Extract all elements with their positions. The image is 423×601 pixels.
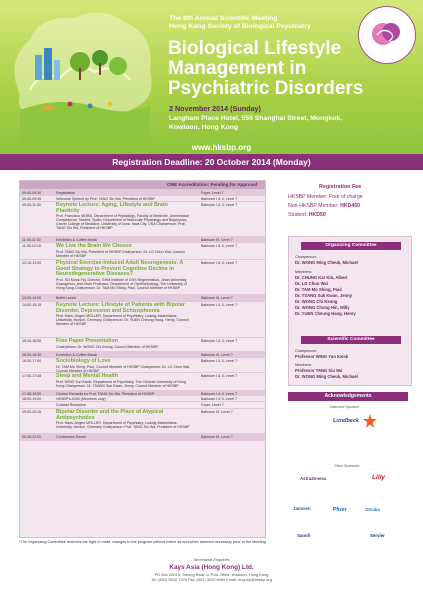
row-time: 16:30-17:00 (22, 359, 42, 363)
row-content (56, 403, 191, 407)
meeting-line-2: Hong Kong Society of Biological Psychiatry (169, 23, 311, 30)
diamond-sponsor-label: Diamond Sponsor: (330, 405, 360, 409)
row-details: Exhibition & Coffee Break (56, 238, 97, 242)
org-member: Dr. WONG Chung Hin, Willy (295, 305, 350, 310)
header-banner (0, 0, 423, 150)
org-member: Dr. LO Chun Wai (295, 281, 328, 286)
registration-fee-title: Registration Fee (319, 184, 362, 190)
row-venue: Ballroom I & II, Level 7 (201, 203, 238, 207)
lecture-title: Bipolar Disorder and the Place of Atypical Antipsychotics (56, 409, 164, 421)
programme-row (20, 408, 265, 433)
programme-note: *The Organizing Committee reserves the right to make changes to the program without notice as and when deemed necessary prior to the Meeting. (19, 540, 267, 544)
sponsor-logo-astrazeneca: AstraZeneca (300, 476, 327, 481)
row-details: Welcome Speech by Prof. TANG Siu Wa, President of HKSBP (56, 197, 155, 201)
lecture-title: Keynote Lecture: Lifestyle of Patients with Bipolar Disorder, Depression and Schizophrenia (56, 302, 185, 314)
sci-members-label: Members: (295, 363, 312, 367)
fee-student (288, 211, 408, 220)
row-details: HKSBP's AGM (Members only) (56, 397, 106, 401)
sponsor-logo-sanofi: Sanofi (297, 533, 311, 538)
meeting-line-1: The 8th Annual Scientific Meeting (169, 15, 278, 22)
row-time: 18:00-19:00 (22, 397, 42, 401)
org-member: Dr. TSANG Suk Kwan, Jenny (295, 293, 353, 298)
programme-row (20, 357, 265, 372)
acknowledgements-title: Acknowledgements (288, 392, 408, 401)
programme-row (20, 301, 265, 337)
row-details: Prof. TANG Siu Wa, President of HKSBP Chairperson: Dr. LO Chun Wai, Council Member of HKSBP (56, 249, 185, 258)
programme-row (20, 294, 265, 301)
row-time: 09:30-09:45 (22, 197, 42, 201)
sci-member: Dr. WONG Ming Cheuk, Michael (295, 374, 358, 379)
fee-nonmember-label: Non-HKSBP Member: (288, 203, 339, 209)
row-venue: Ballroom I & II, Level 7 (201, 244, 238, 248)
row-content (56, 244, 191, 258)
row-venue: Ballroom I & II, Level 7 (201, 197, 238, 201)
title-line-3: Psychiatric Disorders (168, 78, 364, 99)
org-member: Dr. CHUNG Kar Kin, Albert (295, 275, 348, 280)
row-venue: Ballroom III, Level 7 (201, 410, 233, 414)
sponsor-logo-lilly: Lilly (372, 474, 386, 481)
row-time: 11:00-11:30 (22, 238, 41, 242)
row-venue: Ballroom I & II, Level 7 (201, 339, 238, 343)
row-venue: Ballroom III, Level 7 (201, 238, 233, 242)
fee-student-value: HKD50 (308, 212, 326, 218)
row-venue: Ballroom I & II, Level 7 (201, 359, 238, 363)
org-chair-name: Dr. WONG Ming Cheuk, Michael (295, 260, 358, 265)
row-venue: Ballroom I & II, Level 7 (201, 303, 238, 307)
row-details: Prof. Hans-Jürgen MÖLLER, Department of Psychiatry, Ludwig-Maximilians-University, Munich, Germany Chairperson: Prof. TANG Siu Wa, President of HKSBP (56, 421, 190, 430)
programme-row (20, 201, 265, 236)
row-details: Prof. Francisco MORA, Department of Physiology, Faculty of Medicine, Universidad Complutense, Madrid, Spain; Department of Molecular Physiology and Biophysics, Carver College of Medicine, University of Iowa, Iowa City, USA Chairperson: Prof. TANG Siu Wa, President of HKSBP (56, 214, 189, 231)
address-line-1: PO Box 65015, Tseung Kwan O Post Office, Kowloon, Hong Kong (154, 572, 269, 577)
org-member: Dr. YUEN Cheung Hang, Henry (295, 311, 356, 316)
row-venue: Ballroom I & II, Level 7 (201, 374, 238, 378)
row-venue: Ballroom I & II, Level 7 (201, 261, 238, 265)
fee-student-label: Student: (288, 212, 308, 218)
lecture-title: Keynote Lecture: Aging, Lifestyle and Brain Plasticity (56, 202, 168, 214)
event-date: 2 November 2014 (Sunday) (169, 104, 261, 113)
fee-member-label: HKSBP Member: (288, 194, 328, 200)
committee-box (288, 236, 412, 386)
registration-deadline: Registration Deadline: 20 October 2014 (Monday) (0, 154, 423, 170)
row-time: 09:45-11:00 (22, 203, 41, 207)
event-venue (169, 114, 399, 132)
star-logo-icon (363, 414, 377, 428)
row-content (56, 261, 191, 290)
row-details: Buffet Lunch (56, 296, 77, 300)
programme-row (20, 401, 265, 408)
row-content (56, 374, 191, 388)
row-time: 17:00-17:45 (22, 374, 42, 378)
programme-row (20, 242, 265, 259)
venue-line-2: Kowloon, Hong Kong (169, 124, 239, 131)
brain-landscape-illustration (0, 0, 160, 150)
fee-nonmember-value: HKD450 (340, 203, 361, 209)
venue-line-1: Langham Place Hotel, 555 Shanghai Street, Mongkok, (169, 115, 342, 122)
row-details: Registration (56, 191, 76, 195)
other-sponsors-label: Other Sponsors: (334, 464, 361, 468)
row-venue: Ballroom III, Level 7 (201, 353, 233, 357)
row-details: Exhibition & Coffee Break (56, 353, 97, 357)
lecture-title: Physical Exercise-Induced Adult Neurogenesis: A Good Strategy to Prevent Cognitive Decline in Neurodegenerative Diseases? (56, 260, 184, 278)
sponsor-logo-otsuka: Otsuka (365, 507, 380, 512)
secretariat-company: Kays Asia (Hong Kong) Ltd. (169, 564, 254, 571)
row-time: 15:15-16:00 (22, 339, 42, 343)
row-time: 16:00-16:30 (22, 353, 42, 357)
fee-member-value: Free of charge (328, 194, 363, 200)
row-details: Chairperson: Dr. WONG Chi Keung, Council Member of HKSBP (56, 344, 158, 349)
row-time: 20:15-22:00 (22, 435, 42, 439)
title-line-1: Biological Lifestyle (168, 38, 342, 59)
event-title (168, 39, 368, 99)
society-logo (358, 6, 416, 64)
programme-table (19, 180, 266, 538)
row-time: 12:15-13:00 (22, 261, 42, 265)
row-venue: Foyer, Level 7 (201, 191, 224, 195)
row-details: Conference Dinner (56, 435, 87, 439)
programme-row (20, 259, 265, 294)
sponsor-logo-servier: Servier (370, 533, 385, 538)
sci-member: Professor TANG Siu Wa (295, 368, 343, 373)
row-content (56, 435, 191, 439)
fee-nonmember (288, 202, 408, 211)
row-venue: Foyer, Level 7 (201, 403, 224, 407)
website-url[interactable]: www.hksbp.org (0, 141, 423, 154)
row-details: Prof. WING Yun Kwok, Department of Psychiatry, The Chinese University of Hong Kong Chairperson: Dr. TSANG Suk Kwan, Jenny, Council Member of HKSBP (56, 379, 187, 388)
org-member: Dr. TAM Mo Shing, Paul (295, 287, 342, 292)
sci-chair-label: Chairperson: (295, 349, 317, 353)
programme-row (20, 337, 265, 351)
footer (0, 557, 423, 601)
sponsor-logo-lundbeck: Lundbeck (333, 418, 359, 424)
row-details: Prof. SO Kwok Fai, Director, GHM Institute of CNS Regeneration, Jinan University, Guangzhou; and Chair Professor, Department of Ophthalmology, The University of Hong Kong Chairperson: Dr. TAM Mo Shing, Paul, Council Member of HKSBP (56, 277, 188, 290)
row-content (56, 303, 191, 326)
title-line-2: Management in (168, 58, 307, 79)
sponsor-logo-janssen: Janssen (293, 506, 311, 511)
row-venue: Ballroom III, Level 7 (201, 296, 233, 300)
scientific-committee-title: Scientific Committee (301, 336, 401, 344)
secretariat-address (0, 572, 423, 582)
row-content (56, 203, 191, 231)
logo-emblem-icon (369, 19, 405, 49)
row-venue: Ballroom I & II, Level 7 (201, 392, 238, 396)
org-chair-label: Chairperson: (295, 255, 317, 259)
row-details: Closing Remarks by Prof. TANG Siu Wa, President of HKSBP (56, 392, 155, 396)
lecture-title: Free Paper Presentation (56, 338, 119, 344)
row-time: 17:45-18:00 (22, 392, 42, 396)
cme-accreditation: CME Accreditation: Pending for Approval (20, 181, 265, 189)
programme-row (20, 433, 265, 441)
row-content (56, 339, 191, 349)
row-details: Prof. Hans-Jürgen MÖLLER, Department of Psychiatry, Ludwig-Maximilians-University, Munich, Germany Chairperson: Dr. YUEN Cheung Hang, Henry, Council Member of HKSBP (56, 314, 189, 327)
row-venue: Ballroom III, Level 7 (201, 435, 233, 439)
row-time: 09:00-09:30 (22, 191, 42, 195)
row-content (56, 359, 191, 373)
row-details: Cocktail Reception (56, 403, 86, 407)
org-members-label: Members: (295, 270, 312, 274)
address-line-2: Tel: (852) 5642 7378 Fax: (852) 3010 8969 Email: enquiry@hksbp.org (151, 577, 272, 582)
row-venue: Ballroom I & II, Level 7 (201, 397, 238, 401)
row-content (56, 296, 191, 300)
row-time: 14:00-15:15 (22, 303, 42, 307)
lecture-title: Sociobiology of Love (56, 358, 111, 364)
row-content (56, 410, 191, 429)
row-details: Dr. TAM Mo Shing, Paul, Council Member of HKSBP Chairperson: Dr. LO Chun Wai, Council Member of HKSBP (56, 364, 191, 373)
lecture-title: We Live the Brain We Choose (56, 243, 132, 249)
row-time: 13:00-14:00 (22, 296, 42, 300)
row-time: 19:00-20:15 (22, 410, 42, 414)
meeting-heading (169, 15, 311, 31)
org-member: Dr. WONG Chi Keung (295, 299, 338, 304)
row-time: 11:30-12:15 (22, 244, 41, 248)
programme-row (20, 372, 265, 390)
registration-fees (288, 193, 408, 220)
secretariat-label: Secretariat Enquiries (193, 557, 230, 562)
lecture-title: Sleep and Mental Health (56, 373, 119, 379)
fee-member (288, 193, 408, 202)
sci-chair-name: Professor WING Yun Kwok (295, 354, 349, 359)
organizing-committee-title: Organizing Committee (301, 242, 401, 250)
sponsor-logo-pfizer: Pfizer (333, 507, 347, 513)
